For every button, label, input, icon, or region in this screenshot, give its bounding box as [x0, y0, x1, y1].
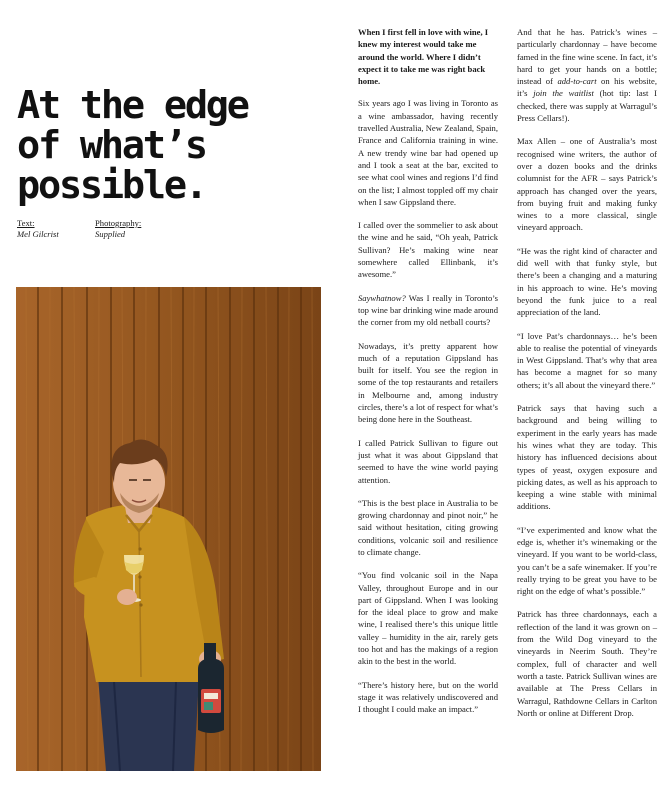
- paragraph-8: “There’s history here, but on the world stage it was relatively undiscovered and I thought I could make an impact.”: [358, 679, 498, 715]
- article-lead: When I first fell in love with wine, I knew my interest would take me around the world. Where I didn’t expect it to take me was right back home.: [358, 27, 489, 87]
- paragraph-9-text-a: And that he has. Patrick’s wines – particularly chardonnay – have become famed in the fine wine scene. In fact, it’s hard to get your hands on a bottle; instead of: [517, 27, 657, 87]
- photo-credit-label: Photography:: [95, 218, 142, 228]
- text-credit: [17, 218, 59, 240]
- paragraph-9: [517, 26, 657, 124]
- article-column-2: [517, 26, 657, 730]
- paragraph-4: Nowadays, it’s pretty apparent how much of a reputation Gippsland has built for itself. You see the region in some of the top restaurants and retailers in Melbourne and, among industry circles, there’s a lot of respect for what’s being done here in the Southeast.: [358, 340, 498, 425]
- headline-line-2: of what’s: [17, 122, 206, 168]
- headline-line-1: At the edge: [17, 82, 248, 128]
- paragraph-14: “I’ve experimented and know what the edge is, whether it’s winemaking or the vineyard. If you want to be world-class, you can’t be a safe winemaker. If you’re really trying to be great you have to be right on the edge of what’s possible.”: [517, 524, 657, 597]
- photo-credit: [95, 218, 141, 240]
- paragraph-15: Patrick has three chardonnays, each a reflection of the land it was grown on – from the Wild Dog vineyard to the vineyards in Neerim South. They’re complex, full of character and well worth a taste. Patrick Sullivan wines are available at The Press Cellars in Warragul, Rathdowne Cellars in Carlton North or online at Different Drop.: [517, 609, 657, 718]
- paragraph-6: “This is the best place in Australia to be growing chardonnay and pinot noir,” he said without hesitation, citing growing conditions, volcanic soil and resilience to climate change.: [358, 497, 498, 557]
- paragraph-13: Patrick says that having such a background and being willing to experiment in the early years has made his wines what they are today. This history has influenced decisions about types of yeast, oxygen exposure and picking dates, as well as his approach to keeping a wine stable with minimal additions.: [517, 403, 657, 512]
- photo-credit-source: Supplied: [95, 229, 126, 239]
- paragraph-2: I called over the sommelier to ask about the wine and he said, “Oh yeah, Patrick Sullivan? He’s making wine near somewhere called Ellinbank, it’s awesome.”: [358, 220, 498, 280]
- headline-line-3: possible.: [17, 162, 206, 208]
- headline: [17, 82, 327, 208]
- paragraph-1: Six years ago I was living in Toronto as a wine ambassador, having recently travelled Australia, New Zealand, Spain, France and California training in wine. A new trendy wine bar had opened up and I took a seat at the bar, excited to see what cool wines and regions I’d find on the list; I almost toppled off my chair when I saw Gippsland there.: [358, 98, 498, 207]
- paragraph-9-text-c: (hot tip: last I checked, there was supply at Warragul’s Press Cellars!).: [517, 88, 657, 124]
- paragraph-3: [358, 292, 498, 329]
- winemaker-photo: [16, 287, 321, 771]
- paragraph-11: “He was the right kind of character and did well with that funky style, but there’s been a changing and a maturing in his approach to wine. He’s moving beyond the funk juice to a real appreciation of the land.: [517, 245, 657, 318]
- paragraph-9-emphasis-1: add-to-cart: [557, 76, 597, 87]
- paragraph-5: I called Patrick Sullivan to figure out just what it was about Gippsland that seemed to have the wine world paying attention.: [358, 437, 498, 485]
- paragraph-12: “I love Pat’s chardonnays… he’s been able to realise the potential of vineyards in West Gippsland. That’s why that area has become a magnet for so many others; it’s all about the vineyard there.”: [517, 330, 657, 390]
- paragraph-3-emphasis: Saywhatnow?: [358, 292, 406, 303]
- paragraph-9-emphasis-2: join the waitlist: [533, 88, 594, 99]
- winemaker-illustration: [16, 287, 321, 771]
- text-credit-label: Text:: [17, 218, 35, 228]
- paragraph-7: “You find volcanic soil in the Napa Valley, throughout Europe and in our part of Gippsland. When I was looking for the ideal place to grow and make wine, I realised there’s this unique little valley – humidity in the air, rarely gets too hot and has the makings of a region akin to the best in the world.: [358, 570, 498, 667]
- paragraph-3-text: Was I really in Toronto’s top wine bar drinking wine made around the corner from my old netball courts?: [358, 292, 498, 328]
- article-column-1: [358, 26, 498, 727]
- paragraph-10: Max Allen – one of Australia’s most recognised wine writers, the author of over a dozen books and the drinks columnist for the AFR – says Patrick’s approach has changed over the years, from buying fruit and making funky wines to a more classical, single vineyard approach.: [517, 136, 657, 233]
- paragraph-9-text-b: on his website, it’s: [517, 76, 657, 99]
- text-credit-author: Mel Gilcrist: [17, 229, 59, 239]
